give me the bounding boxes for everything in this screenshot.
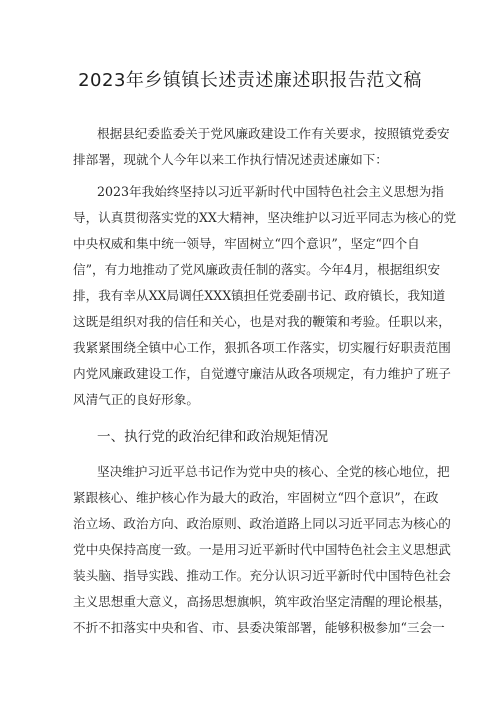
paragraph-line: 装头脑、指导实践、推动工作。充分认识习近平新时代中国特色社会	[73, 568, 451, 583]
paragraph-line: 内党风廉政建设工作，自觉遵守廉洁从政各项规定，有力维护了班子	[73, 366, 451, 381]
paragraph-line: 2023年我始终坚持以习近平新时代中国特色社会主义思想为指	[97, 184, 444, 199]
document-title: 2023年乡镇镇长述责述廉述职报告范文稿	[78, 70, 422, 91]
paragraph-line: 紧跟核心、维护核心作为最大的政治，牢固树立“四个意识”，在政	[73, 490, 439, 505]
paragraph-line: 主义思想重大意义，高扬思想旗帜，筑牢政治坚定清醒的理论根基，	[73, 594, 451, 609]
paragraph-line: 风清气正的良好形象。	[73, 392, 199, 407]
paragraph-line: 我紧紧围绕全镇中心工作，狠抓各项工作落实，切实履行好职责范围	[73, 340, 451, 355]
paragraph-line: 治立场、政治方向、政治原则、政治道路上同以习近平同志为核心的	[73, 516, 451, 531]
paragraph-line: 坚决维护习近平总书记作为党中央的核心、全党的核心地位，把	[97, 464, 450, 479]
paragraph-line: 排，我有幸从XX局调任XXX镇担任党委副书记、政府镇长，我知道	[73, 288, 446, 303]
paragraph-line: 这既是组织对我的信任和关心，也是对我的鞭策和考验。任职以来，	[73, 314, 451, 329]
paragraph-line: 信”，有力地推动了党风廉政责任制的落实。今年4月，根据组织安	[73, 262, 441, 277]
section-heading: 一、执行党的政治纪律和政治规矩情况	[97, 429, 329, 445]
paragraph-line: 不折不扣落实中央和省、市、县委决策部署，能够积极参加“三会一	[73, 620, 445, 635]
paragraph-line: 导，认真贯彻落实党的XX大精神，坚决维护以习近平同志为核心的党	[73, 210, 457, 225]
paragraph-line: 党中央保持高度一致。一是用习近平新时代中国特色社会主义思想武	[73, 542, 451, 557]
paragraph-line: 中央权威和集中统一领导，牢固树立“四个意识”，坚定“四个自	[73, 236, 420, 251]
intro-line: 排部署，现就个人今年以来工作执行情况述责述廉如下：	[73, 152, 388, 167]
intro-line: 根据县纪委监委关于党风廉政建设工作有关要求，按照镇党委安	[97, 126, 450, 141]
